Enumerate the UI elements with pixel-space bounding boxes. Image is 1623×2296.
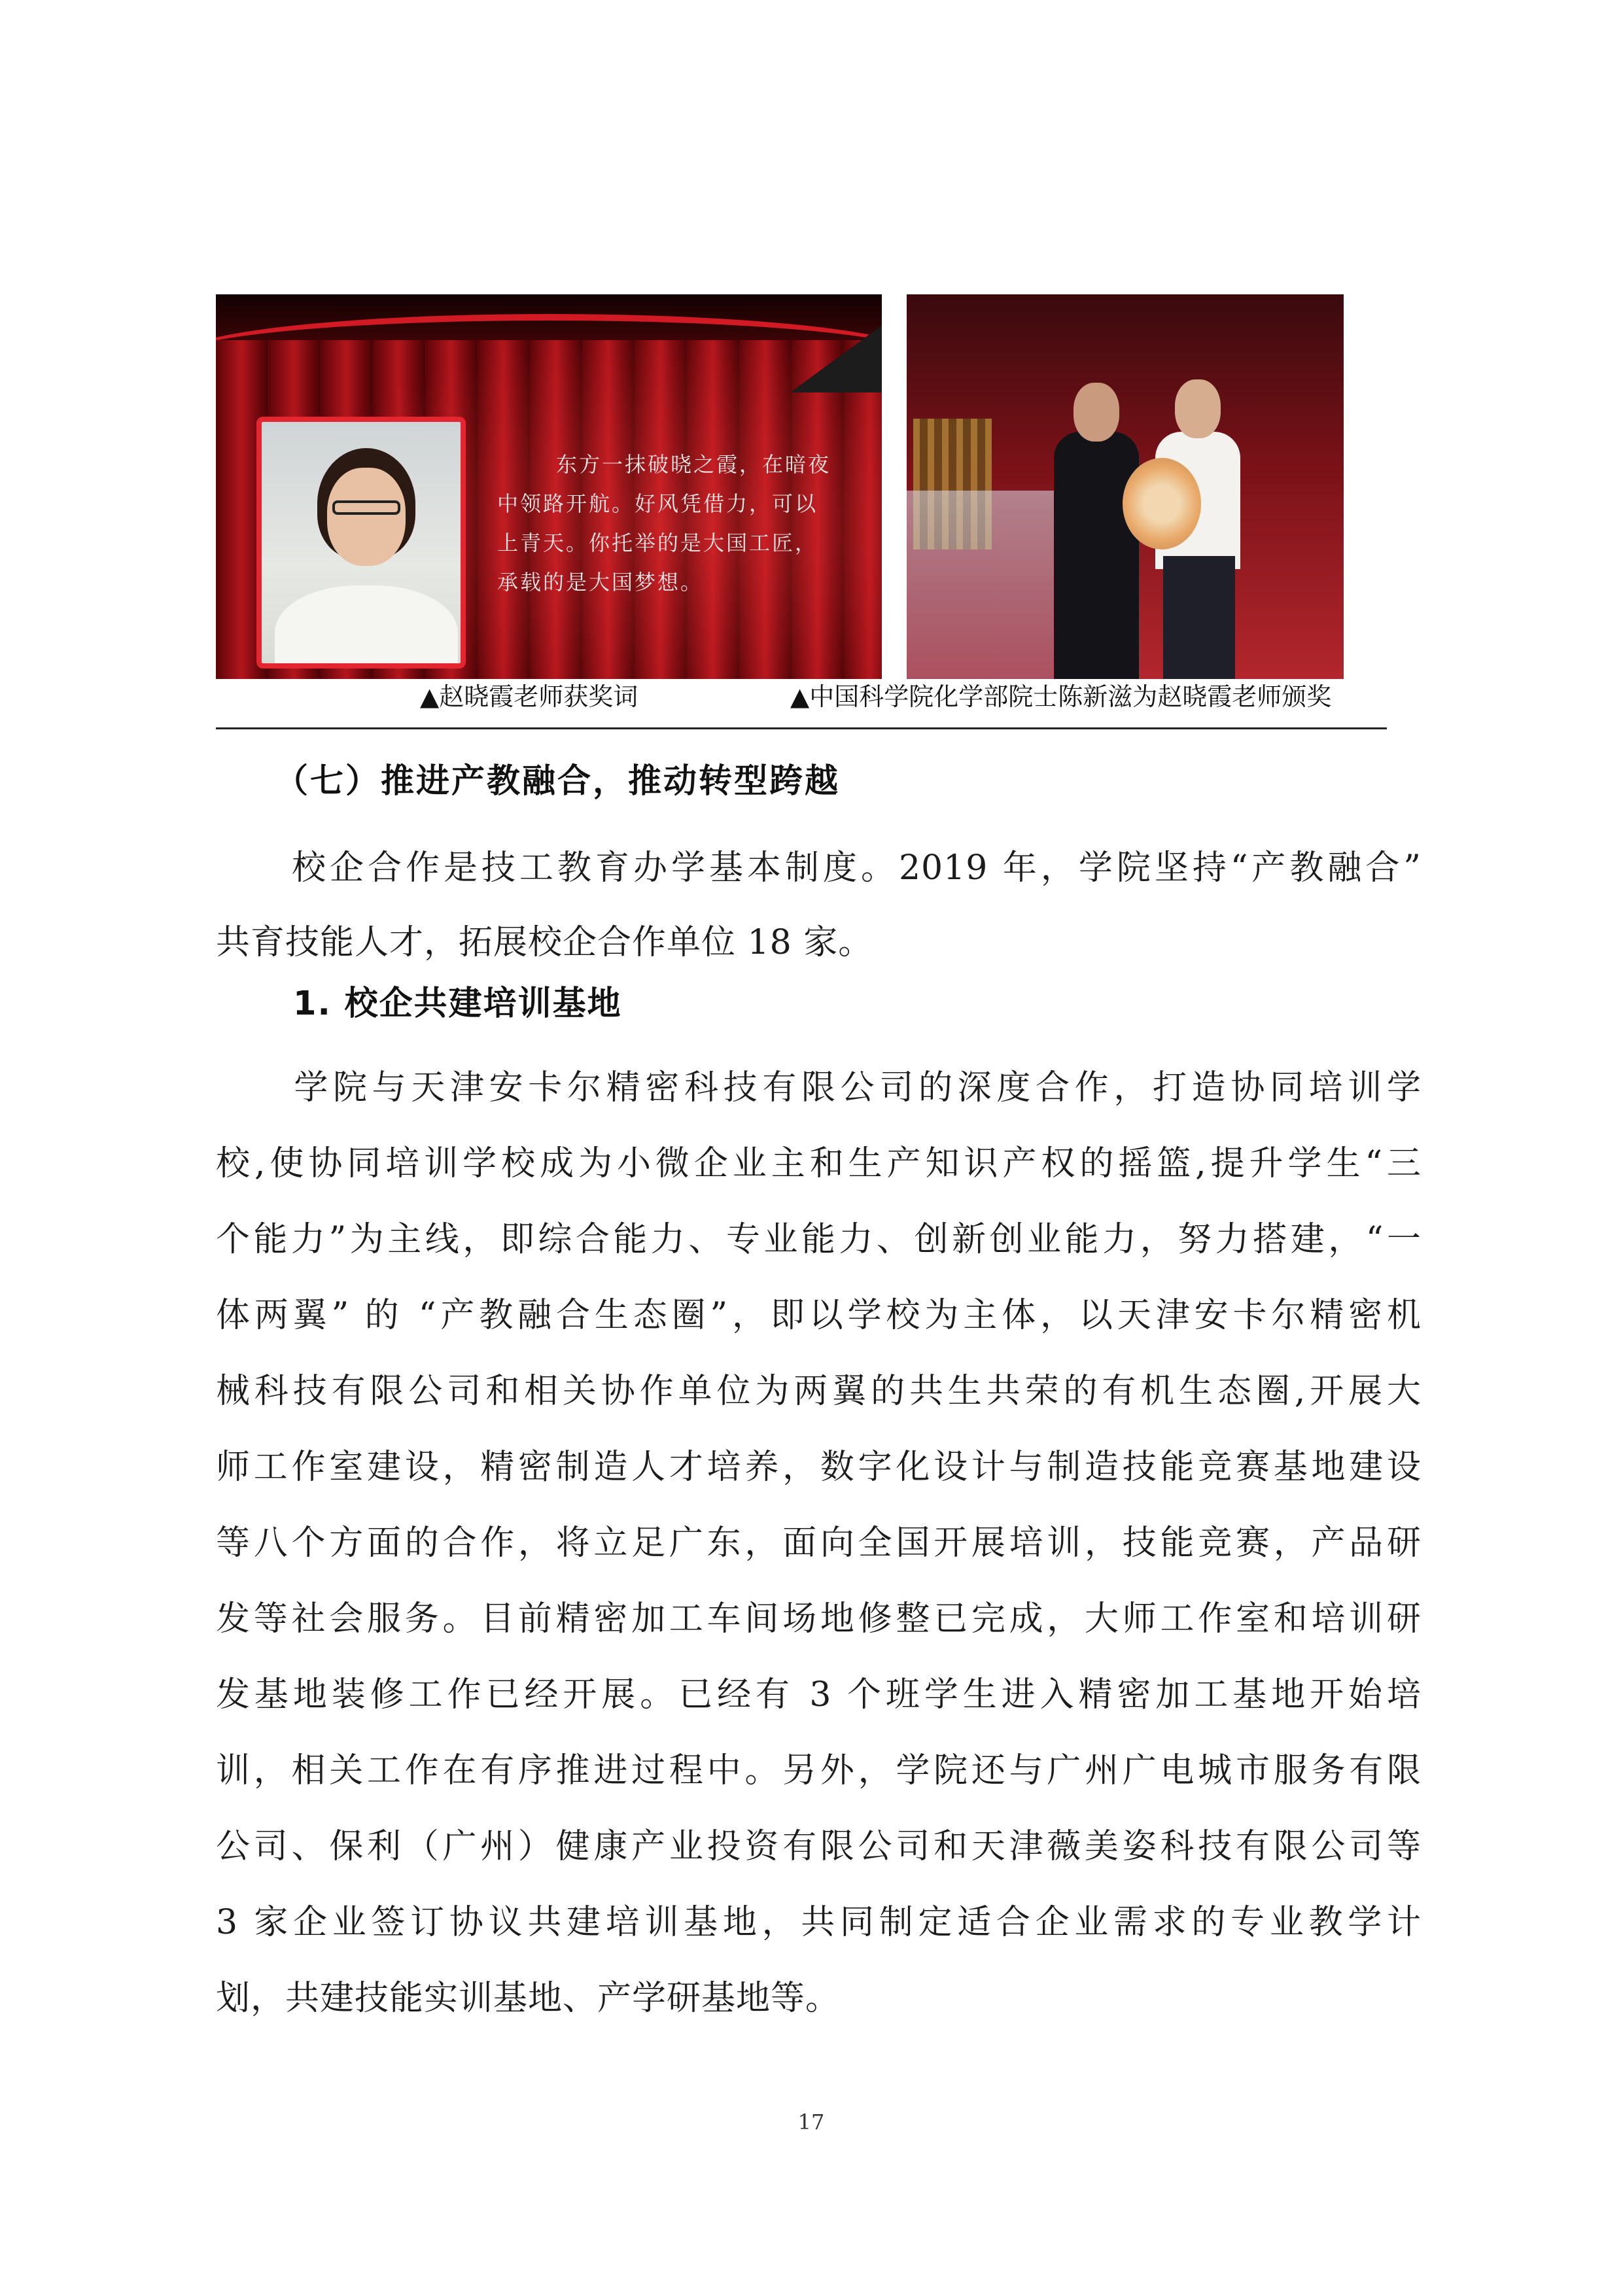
paragraph-line: 等八个方面的合作，将立足广东，面向全国开展培训，技能竞赛，产品研 bbox=[216, 1523, 1422, 1563]
paragraph-line: 学院与天津安卡尔精密科技有限公司的深度合作，打造协同培训学 bbox=[216, 1068, 1422, 1107]
stage-arc-decoration bbox=[216, 314, 882, 399]
subsection-heading: 1. 校企共建培训基地 bbox=[293, 984, 622, 1023]
paragraph-line: 公司、保利（广州）健康产业投资有限公司和天津薇美姿科技有限公司等 bbox=[216, 1827, 1422, 1866]
paragraph-line: 校,使协同培训学校成为小微企业主和生产知识产权的摇篮,提升学生“三 bbox=[216, 1144, 1422, 1183]
right-photo-caption: ▲中国科学院化学部院士陈新滋为赵晓霞老师颁奖 bbox=[790, 682, 1332, 711]
paragraph-line: 师工作室建设，精密制造人才培养，数字化设计与制造技能竞赛基地建设 bbox=[216, 1448, 1422, 1487]
awardee-head bbox=[1175, 379, 1221, 438]
presenter-figure bbox=[1054, 432, 1139, 679]
portrait-face bbox=[327, 468, 406, 566]
paragraph-line: 体两翼” 的 “产教融合生态圈”，即以学校为主体，以天津安卡尔精密机 bbox=[216, 1296, 1422, 1335]
page-number: 17 bbox=[797, 2110, 825, 2134]
quote-line: 东方一抹破晓之霞，在暗夜 bbox=[556, 452, 831, 477]
presenter-head bbox=[1073, 383, 1119, 442]
paragraph-line: 发等社会服务。目前精密加工车间场地修整已完成，大师工作室和培训研 bbox=[216, 1599, 1422, 1639]
quote-line: 上青天。你托举的是大国工匠， bbox=[497, 531, 818, 555]
paragraph-line: 共育技能人才，拓展校企合作单位 18 家。 bbox=[216, 923, 873, 962]
paragraph-line: 划，共建技能实训基地、产学研基地等。 bbox=[216, 1979, 841, 2018]
left-photo-caption: ▲赵晓霞老师获奖词 bbox=[420, 682, 638, 711]
body-paragraph bbox=[216, 1050, 1422, 2036]
quote-line: 承载的是大国梦想。 bbox=[497, 570, 704, 595]
glass-podium bbox=[907, 491, 1070, 679]
award-citation-photo bbox=[216, 294, 882, 679]
quote-line: 中领路开航。好风凭借力，可以 bbox=[497, 491, 818, 516]
teacher-portrait bbox=[256, 417, 466, 669]
portrait-shirt bbox=[275, 585, 458, 669]
section-heading: （七）推进产教融合，推动转型跨越 bbox=[275, 762, 841, 801]
caption-divider bbox=[216, 727, 1387, 729]
paragraph-line: 校企合作是技工教育办学基本制度。2019 年，学院坚持“产教融合” bbox=[216, 848, 1422, 888]
intro-paragraph bbox=[216, 831, 1422, 980]
paragraph-line: 3 家企业签订协议共建培训基地，共同制定适合企业需求的专业教学计 bbox=[216, 1903, 1422, 1942]
paragraph-line: 械科技有限公司和相关协作单位为两翼的共生共荣的有机生态圈,开展大 bbox=[216, 1372, 1422, 1411]
awardee-skirt bbox=[1163, 556, 1235, 679]
portrait-glasses bbox=[332, 500, 400, 515]
award-presentation-photo bbox=[907, 294, 1344, 679]
paragraph-line: 个能力”为主线，即综合能力、专业能力、创新创业能力，努力搭建，“一 bbox=[216, 1220, 1422, 1259]
stage-triangle-decoration bbox=[790, 321, 882, 392]
paragraph-line: 发基地装修工作已经开展。已经有 3 个班学生进入精密加工基地开始培 bbox=[216, 1675, 1422, 1714]
paragraph-line: 训，相关工作在有序推进过程中。另外，学院还与广州广电城市服务有限 bbox=[216, 1751, 1422, 1790]
award-quote bbox=[497, 445, 864, 602]
flower-bouquet bbox=[1123, 458, 1201, 549]
